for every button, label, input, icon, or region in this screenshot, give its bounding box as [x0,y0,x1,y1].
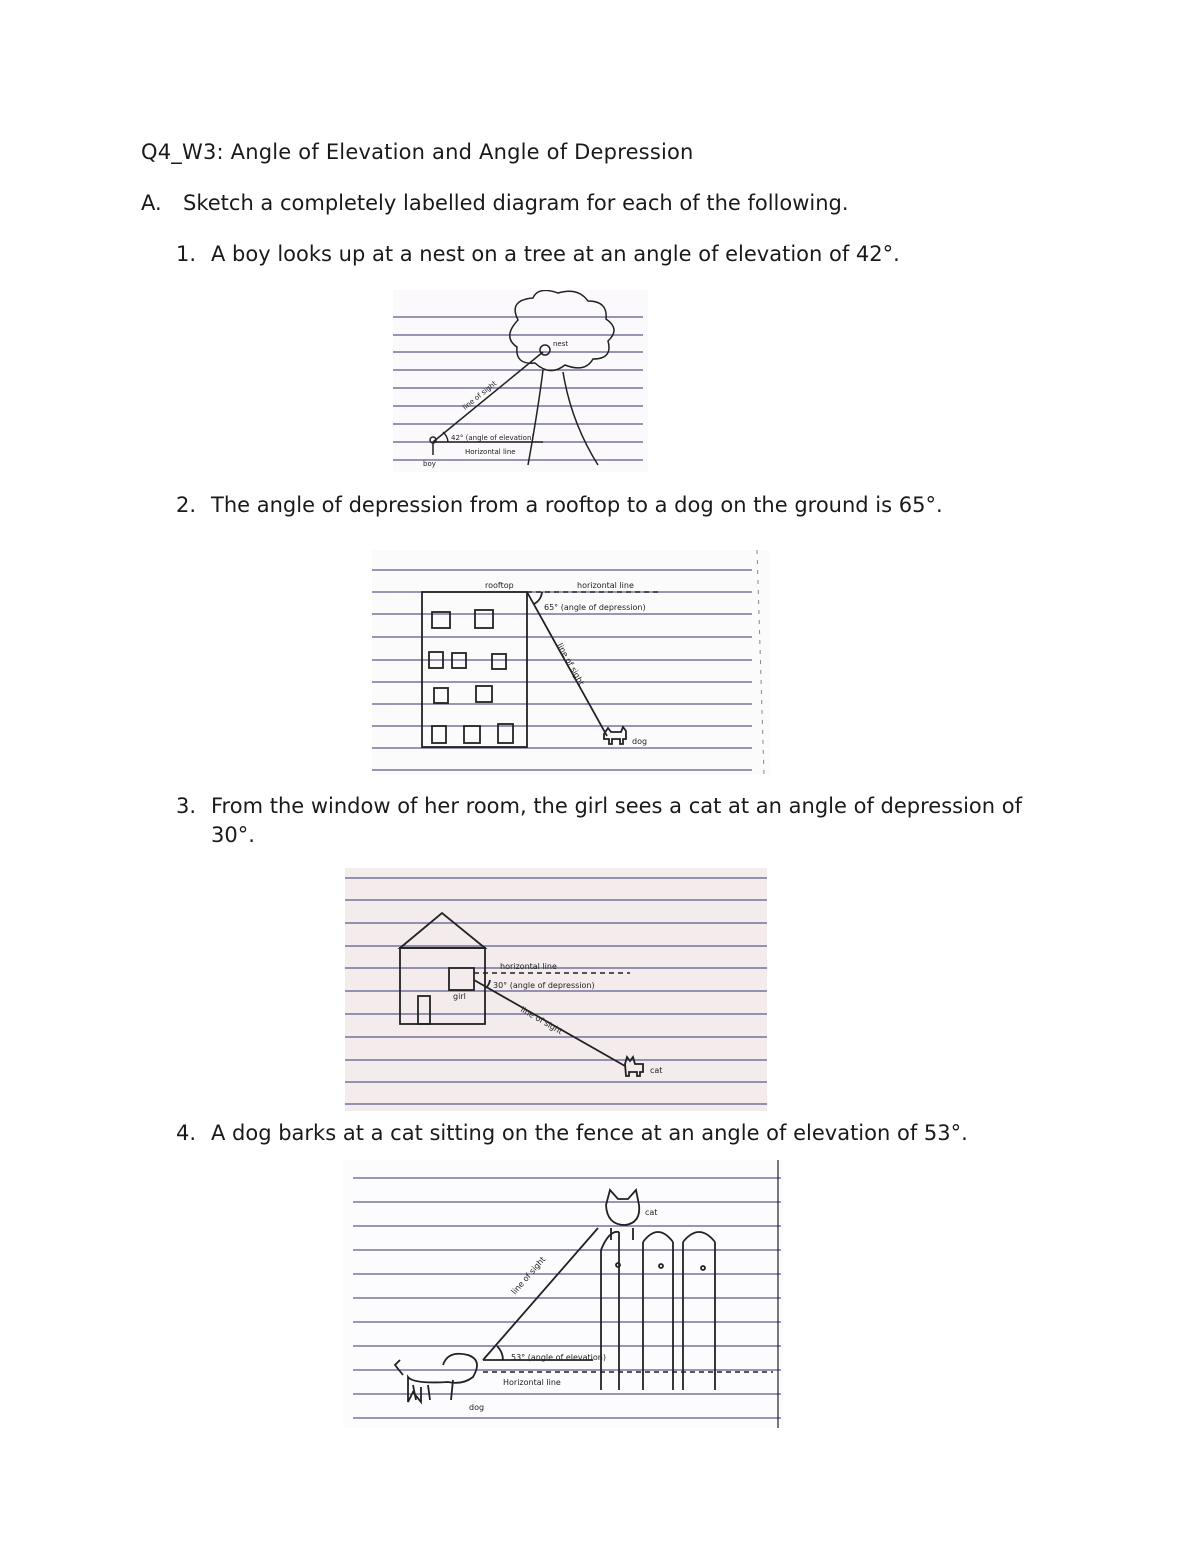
question-text: From the window of her room, the girl sees a cat at an angle of depression of 30°. [211,794,1022,847]
label-horizontal: horizontal line [577,581,634,590]
question-3 [176,792,1056,850]
label-nest: nest [553,340,569,348]
label-horizontal: Horizontal line [465,448,516,456]
question-2 [176,491,1056,520]
label-rooftop: rooftop [485,581,514,590]
sketch-boy-tree [393,290,648,472]
label-horizontal: Horizontal line [503,1378,561,1387]
section-a [141,191,849,215]
question-4 [176,1119,1056,1148]
label-angle: 53° (angle of elevation) [511,1353,606,1362]
label-angle: 30° (angle of depression) [493,981,595,990]
question-text: A boy looks up at a nest on a tree at an angle of elevation of 42°. [211,242,900,266]
label-angle: 42° (angle of elevation) [451,434,535,442]
question-1 [176,240,1056,269]
label-cat: cat [645,1208,658,1217]
section-instruction: Sketch a completely labelled diagram for each of the following. [183,191,849,215]
label-cat: cat [650,1066,663,1075]
question-number: 3. [176,794,197,818]
label-dog: dog [632,737,648,746]
sketch-dog-fence-cat [343,1160,783,1428]
question-text: The angle of depression from a rooftop to a dog on the ground is 65°. [211,493,943,517]
question-number: 1. [176,242,197,266]
label-line-of-sight: line of sight [555,641,586,688]
label-boy: boy [423,460,436,468]
section-letter: A. [141,191,162,215]
label-horizontal: horizontal line [500,962,557,971]
label-line-of-sight: line of sight [509,1254,548,1297]
sketch-girl-window-cat [345,868,767,1111]
label-dog: dog [469,1403,485,1412]
worksheet-title: Q4_W3: Angle of Elevation and Angle of Depression [141,140,694,164]
label-line-of-sight: line of sight [461,379,499,412]
question-number: 4. [176,1121,197,1145]
label-line-of-sight: line of sight [519,1004,565,1037]
question-text: A dog barks at a cat sitting on the fence at an angle of elevation of 53°. [211,1121,968,1145]
question-number: 2. [176,493,197,517]
label-girl: girl [453,992,466,1001]
sketch-rooftop-dog [372,550,770,775]
label-angle: 65° (angle of depression) [544,603,646,612]
